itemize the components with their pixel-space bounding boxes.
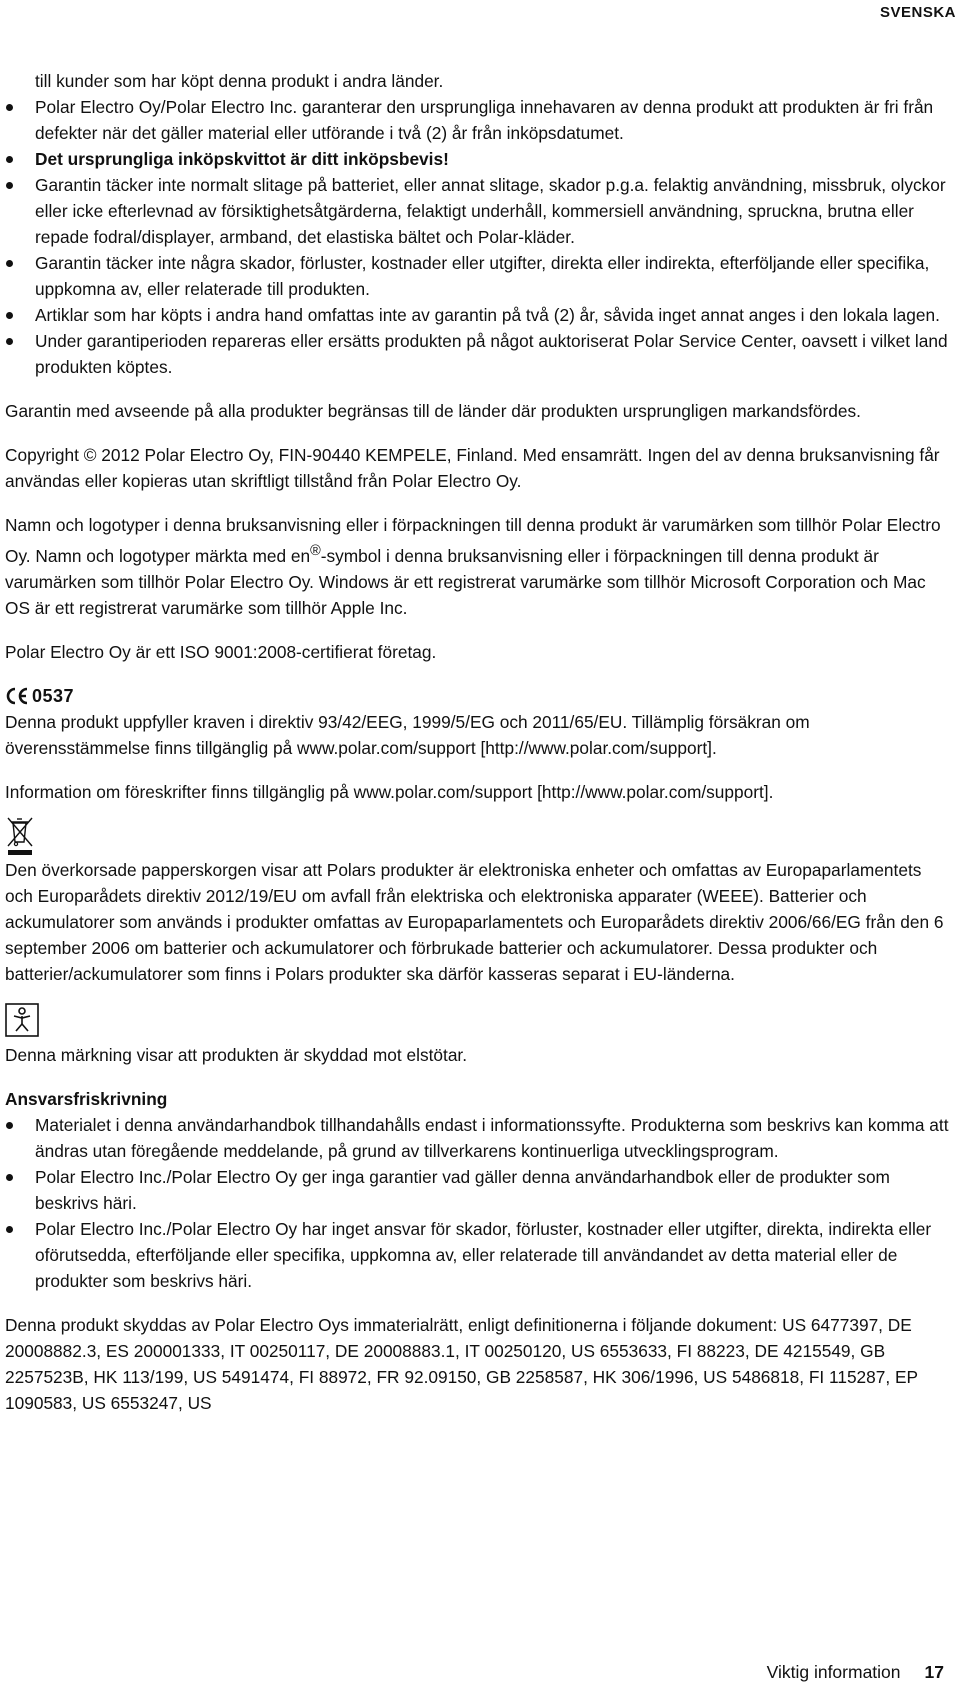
trademark-text-2: -symbol i denna bruksanvisning eller i förpackningen till denna produkt är varumärken som tillhör Polar Electro Oy. Windows är ett registrerat varumärke som tillhör Microsoft Corporation och Mac OS är ett registrerat varumärke som tillhör Apple Inc. <box>5 545 926 618</box>
iso-paragraph: Polar Electro Oy är ett ISO 9001:2008-certifierat företag. <box>5 641 437 662</box>
type-bf-applied-part-icon <box>5 1003 39 1037</box>
warranty-list <box>5 94 951 380</box>
regulations-paragraph: Information om föreskrifter finns tillgänglig på www.polar.com/support [http://www.polar.com/support]. <box>5 781 774 802</box>
list-item: Materialet i denna användarhandbok tillhandahålls endast i informationssyfte. Produkterna som beskrivs kan komma att ändras utan föregående meddelande, på grund av tillverkarens kontinuerliga utvecklingsprogram. <box>5 1112 951 1164</box>
warranty-continued: till kunder som har köpt denna produkt i andra länder. <box>35 71 444 91</box>
registered-symbol: ® <box>310 543 321 559</box>
page-number: 17 <box>924 1662 944 1682</box>
trademark-text-1: Namn och logotyper i denna bruksanvisning eller i förpackningen till denna produkt är varumärken som tillhör Polar Electro Oy. Namn och logotyper märkta med en <box>5 515 941 566</box>
disclaimer-heading: Ansvarsfriskrivning <box>5 1088 168 1109</box>
disclaimer-list <box>5 1112 951 1294</box>
list-item: Garantin täcker inte några skador, förluster, kostnader eller utgifter, direkta eller indirekta, efterföljande eller specifika, uppkomna av, eller relaterade till produkten. <box>5 250 951 302</box>
page-content <box>5 68 951 1416</box>
trademark-paragraph <box>5 512 951 621</box>
language-label: SVENSKA <box>879 4 956 21</box>
patents-paragraph: Denna produkt skyddas av Polar Electro Oys immaterialrätt, enligt definitionerna i följande dokument: US 6477397, DE 20008882.3, ES 200001333, IT 00250117, DE 20008883.1, IT 00250120, US 6553633, FI 88223, DE 4215549, GB 2257523B, HK 113/199, US 5491474, FI 88972, FR 92.09150, GB 2258587, HK 306/1996, US 5486818, FI 115287, EP 1090583, US 6553247, US <box>5 1314 918 1413</box>
page-footer <box>767 1662 944 1683</box>
footer-section-title: Viktig information <box>766 1662 901 1682</box>
ce-directive-paragraph: Denna produkt uppfyller kraven i direktiv 93/42/EEG, 1999/5/EG och 2011/65/EU. Tillämplig försäkran om överensstämmelse finns tillgänglig på www.polar.com/support [http://www.polar.com/support]. <box>5 711 810 758</box>
ce-number: 0537 <box>32 685 75 706</box>
bf-marking-paragraph: Denna märkning visar att produkten är skyddad mot elstötar. <box>5 1044 468 1065</box>
market-limit-paragraph: Garantin med avseende på alla produkter begränsas till de länder där produkten ursprungligen markandsfördes. <box>5 401 861 421</box>
copyright-paragraph: Copyright © 2012 Polar Electro Oy, FIN-90440 KEMPELE, Finland. Med ensamrätt. Ingen del av denna bruksanvisning får användas eller kopieras utan skriftligt tillstånd från Polar Electro Oy. <box>5 445 940 491</box>
list-item: Artiklar som har köpts i andra hand omfattas inte av garantin på två (2) år, såvida inget annat anges i den lokala lagen. <box>5 302 951 328</box>
list-item: Polar Electro Inc./Polar Electro Oy har inget ansvar för skador, förluster, kostnader eller utgifter, direkta, indirekta eller oförutsedda, efterföljande eller specifika, uppkomna av, eller relaterade till användandet av detta material eller de produkter som beskrivs häri. <box>5 1216 951 1294</box>
list-item: Under garantiperioden repareras eller ersätts produkten på något auktoriserat Polar Service Center, oavsett i vilket land produkten köptes. <box>5 328 951 380</box>
list-item: Polar Electro Oy/Polar Electro Inc. garanterar den ursprungliga innehavaren av denna produkt att produkten är fri från defekter när det gäller material eller utförande i två (2) år från inköpsdatumet. <box>5 94 951 146</box>
list-item: Det ursprungliga inköpskvittot är ditt inköpsbevis! <box>5 146 951 172</box>
weee-paragraph: Den överkorsade papperskorgen visar att Polars produkter är elektroniska enheter och omfattas av Europaparlamentets och Europarådets direktiv 2012/19/EU om avfall från elektriska och elektroniska apparater (WEEE). Batterier och ackumulatorer som används i produkter omfattas av Europaparlamentets och Europarådets direktiv 2006/66/EG från den 6 september 2006 om batterier och ackumulatorer och förbrukade batterier och ackumulatorer. Dessa produkter och batterier/ackumulatorer som finns i Polars produkter ska därför kasseras separat i EU-länderna. <box>5 859 944 984</box>
list-item: Polar Electro Inc./Polar Electro Oy ger inga garantier vad gäller denna användarhandbok eller de produkter som beskrivs häri. <box>5 1164 951 1216</box>
crossed-out-wheelie-bin-icon <box>5 815 35 857</box>
ce-icon <box>5 687 29 705</box>
list-item: Garantin täcker inte normalt slitage på batteriet, eller annat slitage, skador p.g.a. felaktig användning, missbruk, olyckor eller icke efterlevnad av försiktighetsåtgärderna, felaktigt underhåll, kommersiell användning, spruckna, brutna eller repade fodral/displayer, armband, det elastiska bältet och Polar-kläder. <box>5 172 951 250</box>
ce-mark <box>5 683 951 709</box>
